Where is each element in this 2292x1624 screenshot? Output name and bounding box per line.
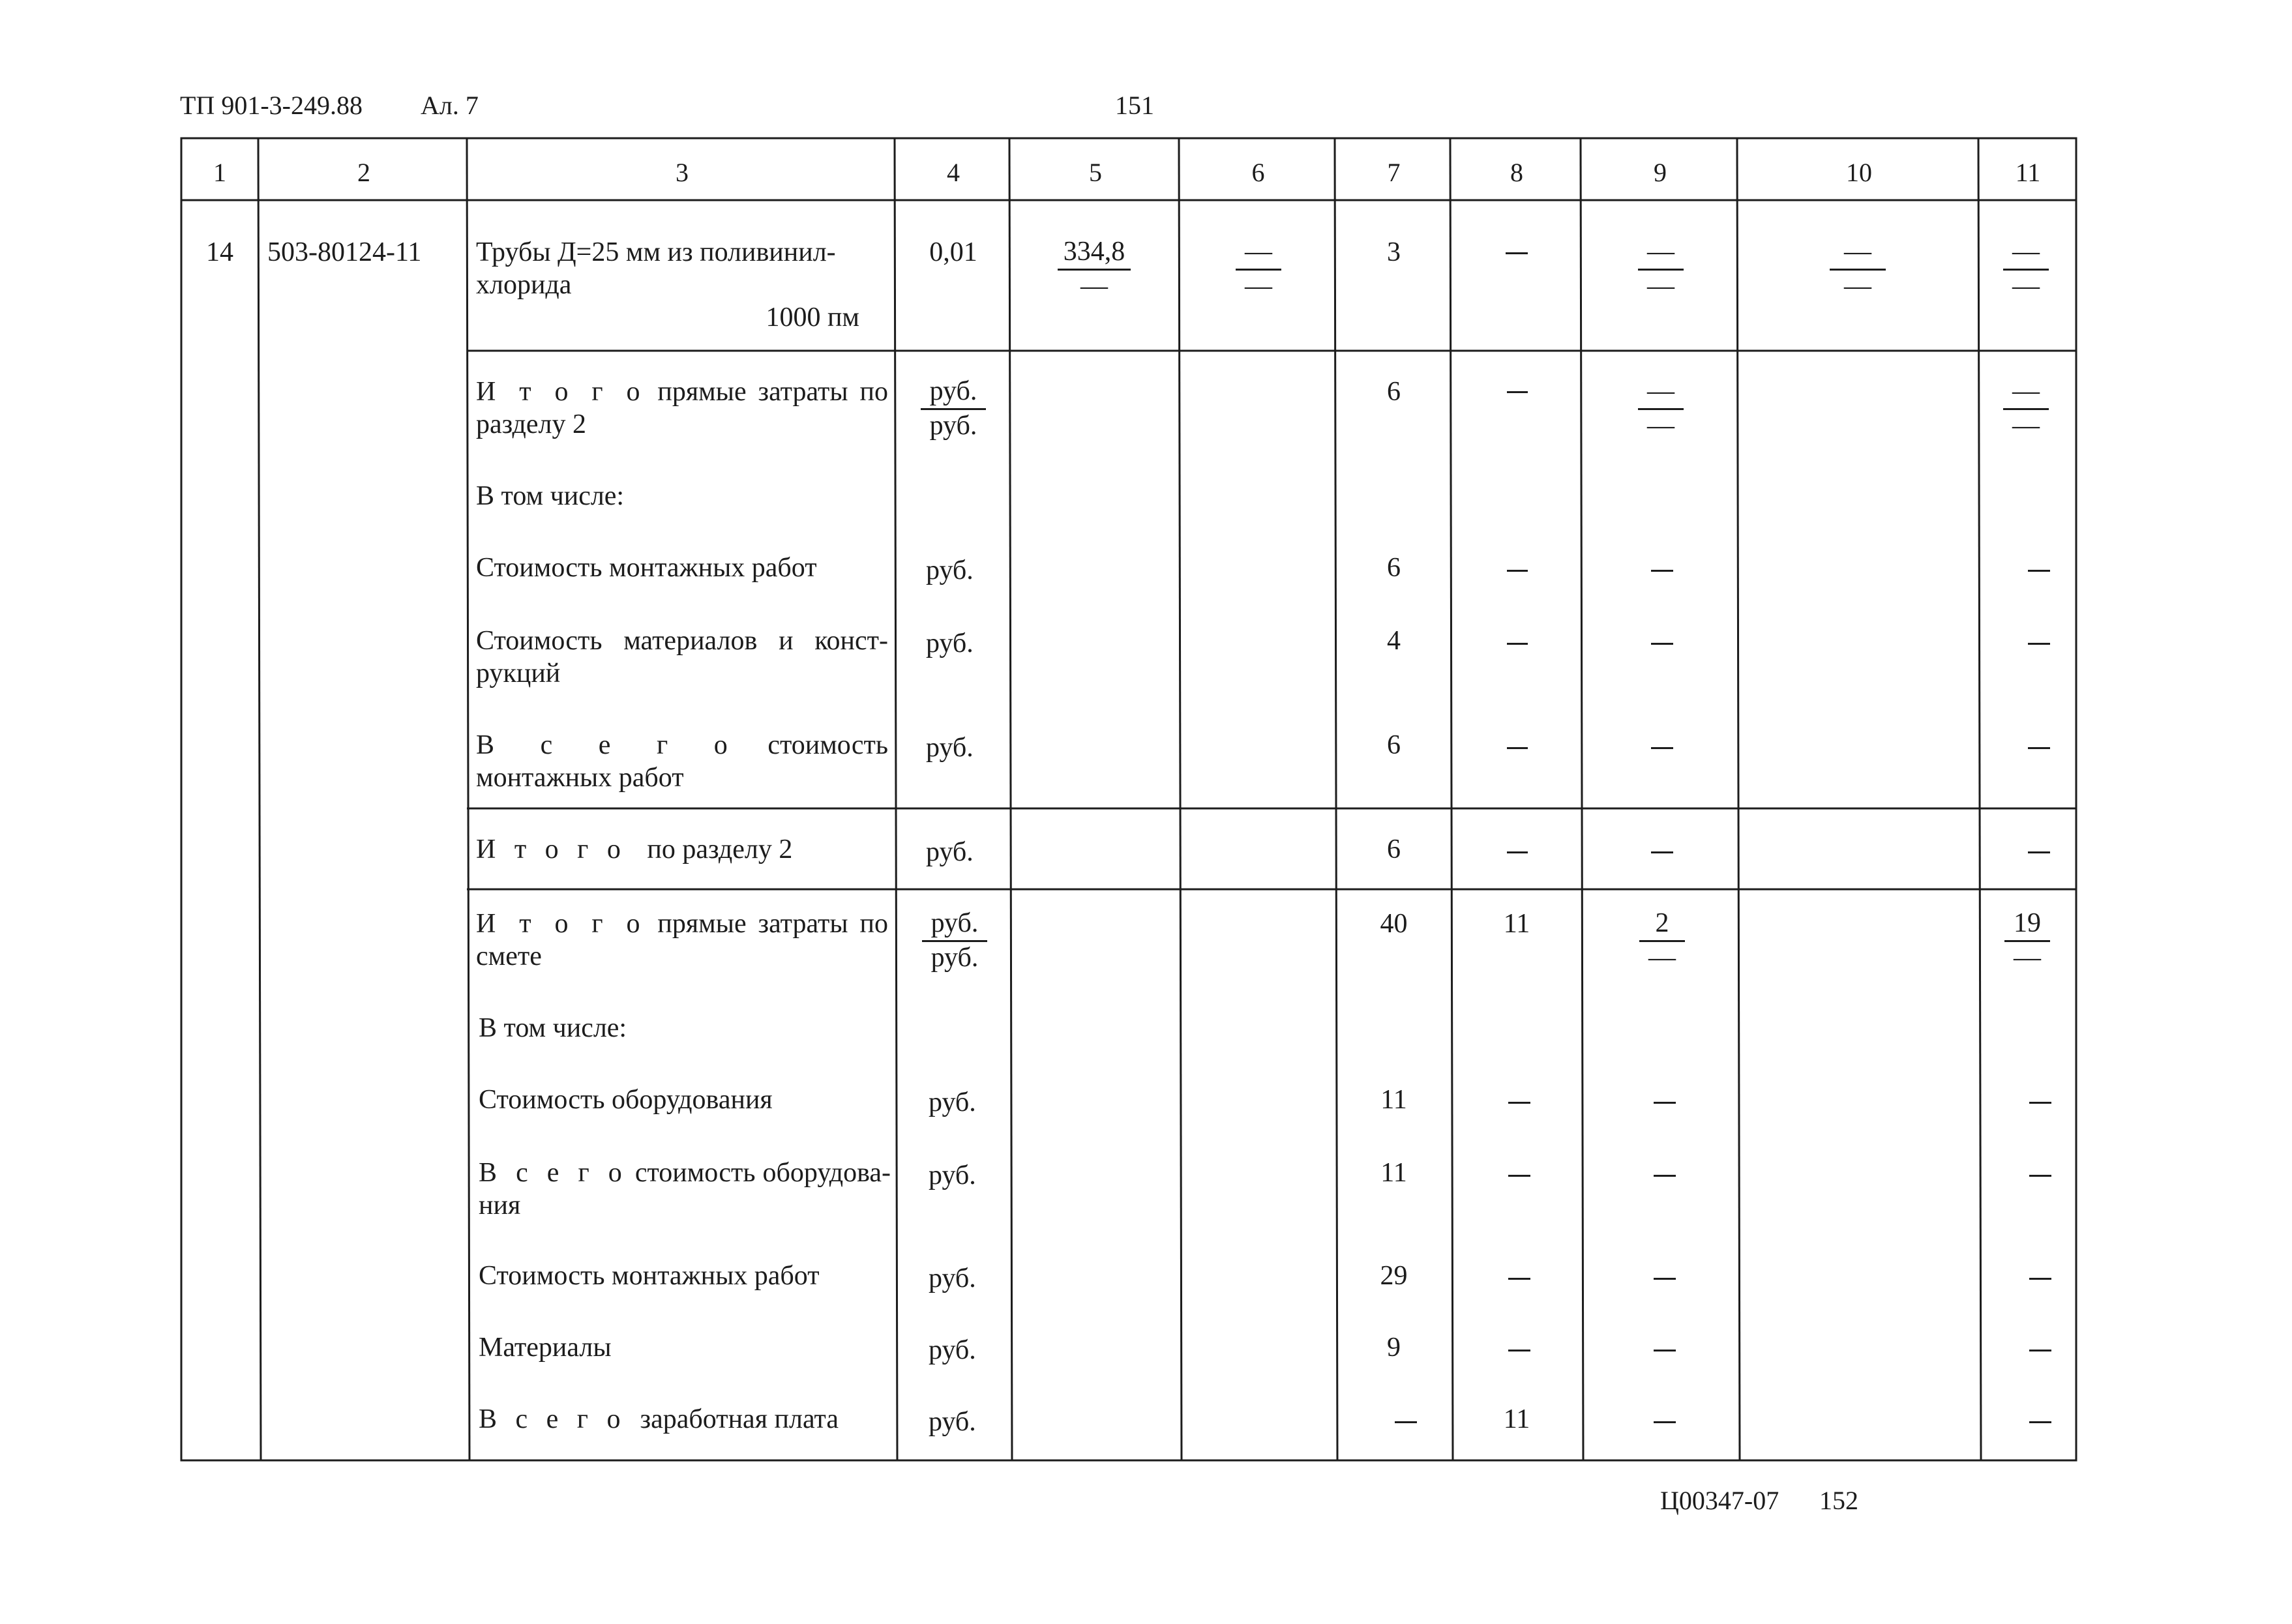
item-number: 14 <box>206 237 233 267</box>
estimate-all-equipment-col9-dash <box>1654 1175 1676 1177</box>
section2-all-install-col11-dash <box>2028 747 2050 749</box>
item-col10-denominator: — <box>1844 271 1871 301</box>
estimate-all-equipment-total: 11 <box>1380 1158 1407 1188</box>
estimate-direct-unit-num: руб. <box>922 908 987 942</box>
item-col6-denominator: — <box>1245 271 1272 301</box>
item-col9 <box>1638 236 1684 302</box>
estimate-wages-col8: 11 <box>1503 1404 1530 1434</box>
section2-materials-col11-dash <box>2028 643 2050 645</box>
section2-materials-col8-dash <box>1507 643 1528 645</box>
estimate-wages-unit: руб. <box>929 1407 976 1437</box>
section2-direct-costs-text: прямые затраты по разделу 2 <box>476 377 888 439</box>
item-quantity: 0,01 <box>929 237 977 267</box>
section2-including: В том числе: <box>476 481 625 511</box>
section2-materials-label: Стоимость материалов и конст-рукций <box>476 626 888 688</box>
estimate-materials-unit: руб. <box>929 1335 976 1365</box>
estimate-equipment-col8-dash <box>1508 1102 1530 1104</box>
document-code: ТП 901-3-249.88 <box>180 91 363 120</box>
estimate-wages-label <box>479 1403 891 1436</box>
estimate-install-total: 29 <box>1380 1261 1408 1291</box>
section2-materials-total: 4 <box>1387 626 1401 656</box>
item-name-line1: Трубы Д=25 мм из поливинил- <box>476 237 836 267</box>
sheet-label: Ал. 7 <box>421 91 479 120</box>
section2-direct-costs-label <box>476 376 888 441</box>
estimate-direct-costs-lead: И т о г о <box>476 909 646 939</box>
column-header-11: 11 <box>2015 158 2041 187</box>
estimate-install-col11-dash <box>2029 1278 2051 1280</box>
section2-direct-costs-lead: И т о г о <box>476 377 646 407</box>
item-code: 503-80124-11 <box>267 237 422 267</box>
column-header-10: 10 <box>1846 158 1872 187</box>
footer-page-number: 152 <box>1819 1486 1858 1515</box>
section2-all-install-col9-dash <box>1651 747 1673 749</box>
estimate-wages-col11-dash <box>2029 1421 2051 1423</box>
page-number: 151 <box>1115 91 1154 120</box>
estimate-materials-col9-dash <box>1654 1350 1676 1351</box>
estimate-direct-col9 <box>1639 908 1685 973</box>
section2-direct-col11-numerator: — <box>2003 376 2049 410</box>
estimate-materials-col8-dash <box>1508 1350 1530 1351</box>
section2-direct-col9-denominator: — <box>1647 411 1674 441</box>
estimate-materials-col11-dash <box>2029 1350 2051 1351</box>
section2-total-col11-dash <box>2028 851 2050 853</box>
column-header-4: 4 <box>947 158 960 187</box>
section2-direct-unit <box>921 376 986 441</box>
item-price-value: 334,8 <box>1058 236 1131 271</box>
estimate-equipment-label: Стоимость оборудования <box>479 1085 773 1115</box>
item-total: 3 <box>1387 237 1401 267</box>
estimate-direct-costs-label <box>476 908 888 973</box>
section2-all-install-unit: руб. <box>926 733 974 763</box>
estimate-direct-costs-text: прямые затраты по смете <box>476 909 888 971</box>
section2-install-total: 6 <box>1387 553 1401 583</box>
item-description <box>476 236 888 334</box>
section2-all-install-lead: В с е г о <box>476 730 734 760</box>
estimate-direct-col9-value: 2 <box>1639 908 1685 942</box>
estimate-direct-col11-denominator: — <box>2014 943 2041 973</box>
item-unit: 1000 пм <box>766 303 859 332</box>
column-header-2: 2 <box>357 158 370 187</box>
estimate-direct-col11 <box>2004 908 2050 973</box>
section2-total-col9-dash <box>1651 851 1673 853</box>
item-col6 <box>1236 236 1281 302</box>
column-header-6: 6 <box>1251 158 1265 187</box>
section2-materials-unit: руб. <box>926 628 974 658</box>
section2-direct-unit-den: руб. <box>929 411 977 441</box>
estimate-direct-col11-value: 19 <box>2004 908 2050 942</box>
estimate-all-equipment-unit: руб. <box>929 1160 976 1190</box>
section2-direct-col11-denominator: — <box>2012 411 2040 441</box>
estimate-install-col9-dash <box>1654 1278 1676 1280</box>
estimate-install-unit: руб. <box>929 1263 976 1293</box>
estimate-direct-col9-denominator: — <box>1648 943 1676 973</box>
column-header-3: 3 <box>676 158 689 187</box>
estimate-equipment-col9-dash <box>1654 1102 1676 1104</box>
estimate-install-label: Стоимость монтажных работ <box>479 1261 820 1291</box>
column-header-8: 8 <box>1510 158 1523 187</box>
section2-materials-col9-dash <box>1651 643 1673 645</box>
estimate-materials-label: Материалы <box>479 1333 612 1363</box>
section2-total-col8-dash <box>1507 851 1528 853</box>
item-col8-dash <box>1506 252 1528 254</box>
footer-code: Ц00347-07 <box>1660 1486 1779 1515</box>
section2-direct-col9 <box>1638 376 1684 441</box>
section2-direct-total: 6 <box>1387 377 1401 407</box>
item-col9-numerator: — <box>1638 236 1684 271</box>
column-header-1: 1 <box>213 158 226 187</box>
section2-direct-col9-numerator: — <box>1638 376 1684 410</box>
section2-all-install-text: стоимость монтажных работ <box>476 730 889 793</box>
estimate-wages-text: заработная плата <box>640 1404 839 1434</box>
section2-total-lead: И т о г о <box>476 834 627 864</box>
estimate-all-equipment-col11-dash <box>2029 1175 2051 1177</box>
section2-all-install-col8-dash <box>1507 747 1528 749</box>
section2-direct-col8-dash <box>1507 391 1528 393</box>
column-header-5: 5 <box>1089 158 1102 187</box>
section2-total-value: 6 <box>1387 834 1401 864</box>
item-col9-denominator: — <box>1647 271 1674 301</box>
estimate-including: В том числе: <box>479 1013 627 1043</box>
estimate-equipment-unit: руб. <box>929 1087 976 1117</box>
section2-all-install-label <box>476 729 888 794</box>
item-col10-numerator: — <box>1830 236 1886 271</box>
section2-install-col11-dash <box>2028 570 2050 572</box>
section2-install-col8-dash <box>1507 570 1528 572</box>
item-name-line2: хлорида <box>476 270 572 300</box>
column-header-9: 9 <box>1654 158 1667 187</box>
section2-total-label <box>476 833 888 866</box>
section2-direct-col11 <box>2003 376 2049 441</box>
estimate-direct-unit <box>922 908 987 973</box>
section2-total-text: по разделу 2 <box>647 834 793 864</box>
item-col10 <box>1830 236 1886 302</box>
estimate-all-equipment-text: стоимость оборудова-ния <box>479 1158 891 1220</box>
section2-install-unit: руб. <box>926 555 974 585</box>
column-header-7: 7 <box>1387 158 1401 187</box>
item-col6-numerator: — <box>1236 236 1281 271</box>
estimate-all-equipment-label <box>479 1157 891 1222</box>
estimate-install-col8-dash <box>1508 1278 1530 1280</box>
estimate-all-equipment-col8-dash <box>1508 1175 1530 1177</box>
estimate-wages-col9-dash <box>1654 1421 1676 1423</box>
estimate-direct-unit-den: руб. <box>930 943 979 973</box>
estimate-all-equipment-lead: В с е г о <box>479 1158 628 1188</box>
item-col11-numerator: — <box>2003 236 2049 271</box>
item-col11 <box>2003 236 2049 302</box>
estimate-equipment-total: 11 <box>1380 1085 1407 1115</box>
item-col11-denominator: — <box>2012 271 2040 301</box>
estimate-wages-lead: В с е г о <box>479 1404 627 1434</box>
estimate-wages-col7-dash <box>1395 1421 1417 1423</box>
item-price-denominator: — <box>1080 271 1108 301</box>
estimate-direct-total: 40 <box>1380 909 1408 939</box>
estimate-materials-total: 9 <box>1387 1333 1401 1363</box>
section2-all-install-total: 6 <box>1387 730 1401 760</box>
section2-direct-unit-num: руб. <box>921 376 986 410</box>
section2-install-label: Стоимость монтажных работ <box>476 553 817 583</box>
section2-install-col9-dash <box>1651 570 1673 572</box>
section2-total-unit: руб. <box>926 837 974 867</box>
item-price <box>1058 236 1131 302</box>
estimate-direct-col8: 11 <box>1503 909 1530 939</box>
estimate-equipment-col11-dash <box>2029 1102 2051 1104</box>
